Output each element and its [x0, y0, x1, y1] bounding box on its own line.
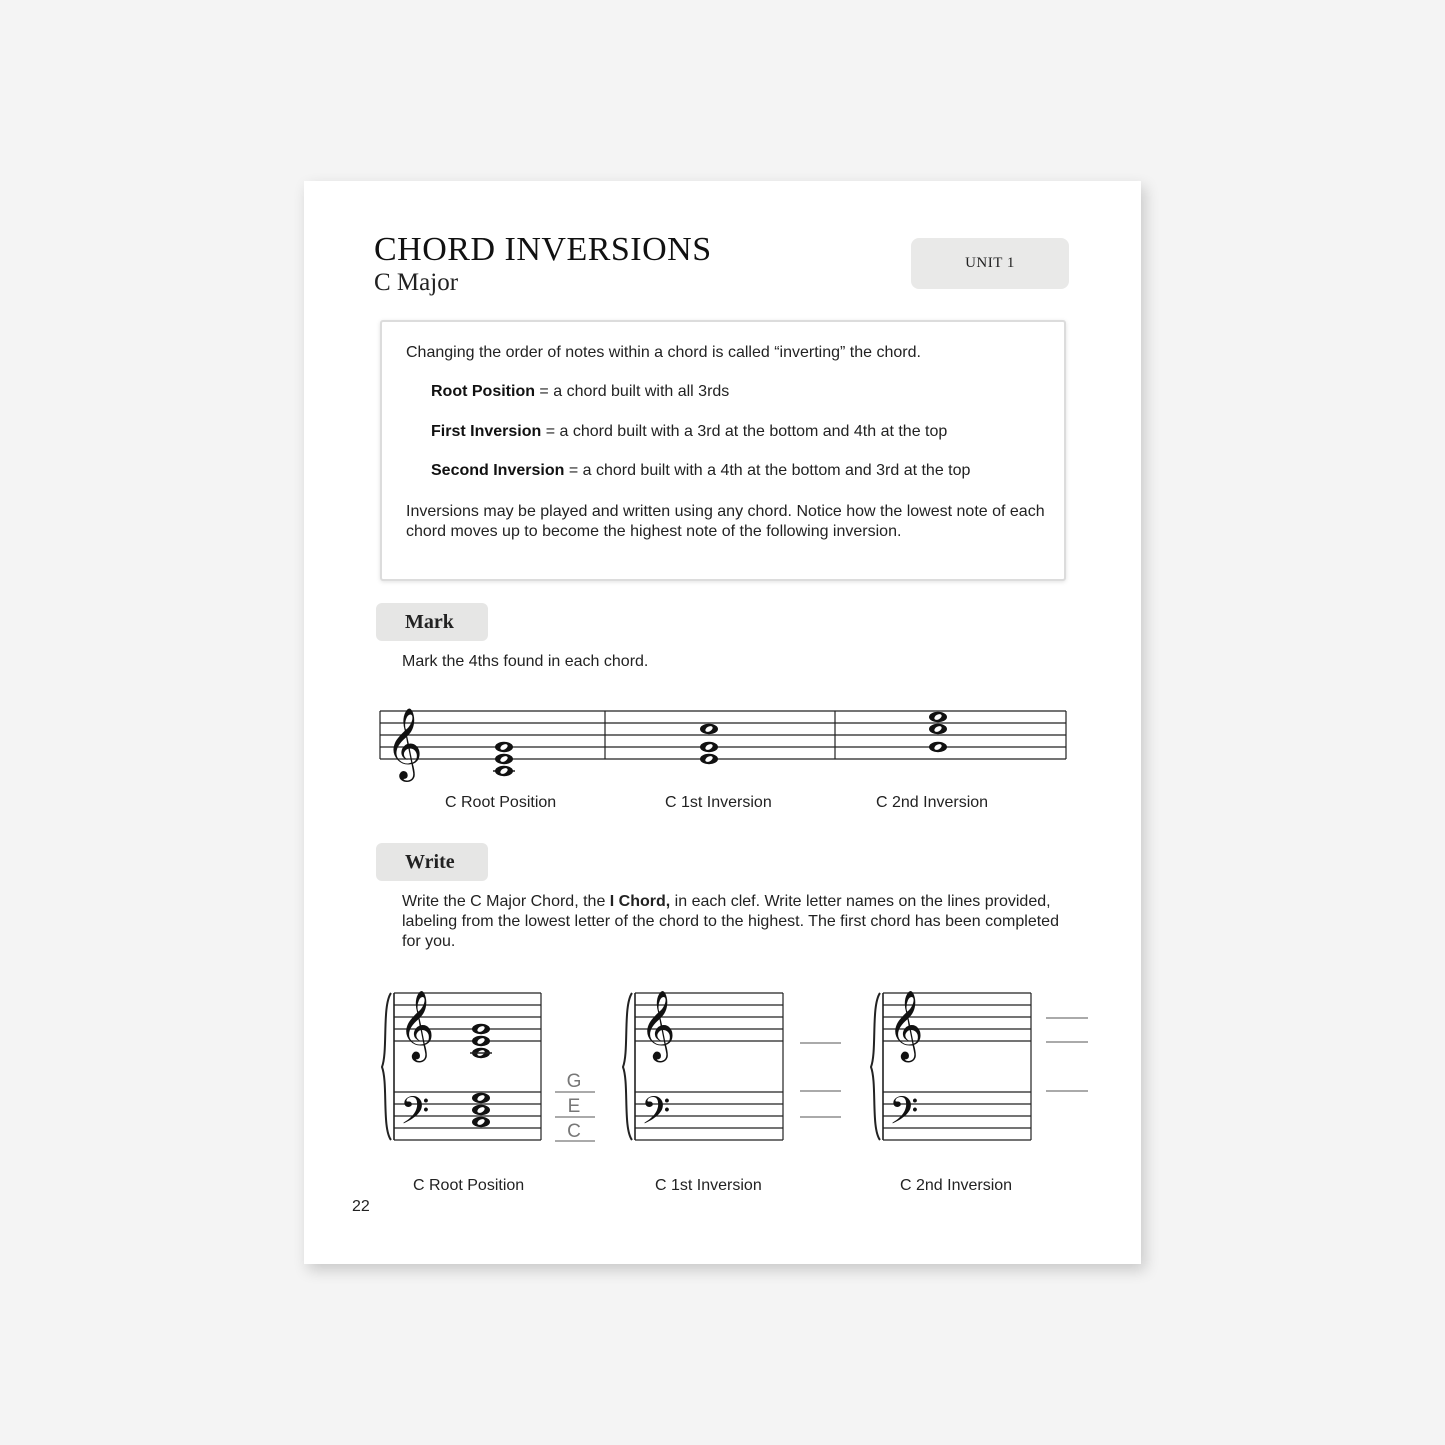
treble-clef-icon: 𝄞 — [640, 990, 676, 1060]
write-instruction-bold: I Chord, — [609, 893, 671, 910]
definition-term: Root Position — [431, 383, 535, 400]
mark-instruction: Mark the 4ths found in each chord. — [402, 653, 649, 670]
write-grand-staves — [304, 181, 1141, 1264]
answer-letter-middle: E — [567, 1096, 581, 1117]
definition-text: = a chord built with a 3rd at the bottom and 4th at the top — [541, 423, 948, 440]
answer-letter-top: G — [566, 1071, 582, 1092]
write-instruction-post: in each clef. Write letter names on the lines provided, labeling from the lowest letter of the chord to the highest. The first chord has been completed for you. — [402, 893, 1059, 950]
mark-caption-root: C Root Position — [445, 794, 557, 811]
write-caption-first: C 1st Inversion — [655, 1177, 762, 1194]
write-heading: Write — [376, 843, 488, 881]
answer-letter-bottom: C — [567, 1121, 581, 1142]
treble-clef-icon: 𝄞 — [888, 990, 924, 1060]
page-subtitle: C Major — [374, 269, 459, 296]
mark-heading: Mark — [376, 603, 488, 641]
definition-term: Second Inversion — [431, 462, 565, 479]
unit-badge: UNIT 1 — [911, 238, 1069, 289]
definition-text: = a chord built with all 3rds — [534, 383, 730, 400]
definition-term: First Inversion — [431, 423, 542, 440]
write-instruction-pre: Write the C Major Chord, the — [402, 893, 610, 910]
closing-text: Inversions may be played and written using any chord. Notice how the lowest note of each chord moves up to become the highest note of the following inversion. — [406, 503, 1045, 540]
bass-clef-icon: 𝄢 — [889, 1088, 919, 1142]
intro-text: Changing the order of notes within a chord is called “inverting” the chord. — [406, 344, 921, 361]
treble-clef-icon: 𝄞 — [386, 706, 423, 779]
bass-clef-icon: 𝄢 — [400, 1088, 430, 1142]
bass-clef-icon: 𝄢 — [641, 1088, 671, 1142]
treble-clef-icon: 𝄞 — [399, 990, 435, 1060]
page-title: CHORD INVERSIONS — [374, 231, 712, 268]
definition-text: = a chord built with a 4th at the bottom and 3rd at the top — [564, 462, 971, 479]
write-caption-root: C Root Position — [413, 1177, 525, 1194]
write-caption-second: C 2nd Inversion — [900, 1177, 1013, 1194]
workbook-page — [304, 181, 1141, 1264]
mark-caption-first: C 1st Inversion — [665, 794, 772, 811]
page-number: 22 — [352, 1198, 370, 1215]
mark-caption-second: C 2nd Inversion — [876, 794, 989, 811]
